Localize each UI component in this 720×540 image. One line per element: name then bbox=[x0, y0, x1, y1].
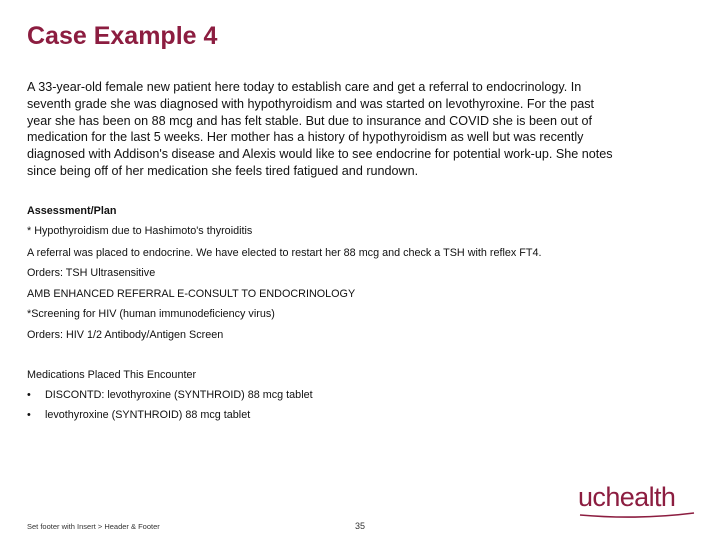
narrative-line: diagnosed with Addison's disease and Alexis would like to see endocrine for potential work-up. She notes bbox=[27, 147, 613, 162]
uchealth-logo bbox=[578, 482, 698, 522]
logo-wordmark: uchealth bbox=[578, 482, 676, 512]
medications-heading: Medications Placed This Encounter bbox=[27, 369, 197, 381]
narrative-line: A 33-year-old female new patient here today to establish care and get a referral to endocrinology. In bbox=[27, 80, 582, 94]
slide-title: Case Example 4 bbox=[27, 22, 218, 50]
slide-footer: Set footer with Insert > Header & Footer bbox=[27, 522, 160, 531]
narrative-line: medication for the last 5 weeks. Her mother has a history of hypothyroidism as well but was recently bbox=[27, 130, 584, 145]
plan-heading: Assessment/Plan bbox=[27, 205, 117, 217]
econsult-order: AMB ENHANCED REFERRAL E-CONSULT TO ENDOCRINOLOGY bbox=[27, 288, 356, 300]
medication-text: levothyroxine (SYNTHROID) 88 mcg tablet bbox=[45, 409, 251, 421]
bullet: • bbox=[27, 409, 31, 421]
narrative-line: since being off of her medication she feels tired fatigued and rundown. bbox=[27, 163, 419, 178]
diagnosis: * Hypothyroidism due to Hashimoto's thyroiditis bbox=[27, 225, 253, 237]
medication-item bbox=[27, 408, 427, 422]
narrative-line: seventh grade she was diagnosed with hypothyroidism and was started on levothyroxine. For the past bbox=[27, 96, 595, 111]
orders-hiv: Orders: HIV 1/2 Antibody/Antigen Screen bbox=[27, 329, 224, 341]
orders-tsh: Orders: TSH Ultrasensitive bbox=[27, 267, 156, 279]
referral-note: A referral was placed to endocrine. We have elected to restart her 88 mcg and check a TSH with reflex FT4. bbox=[27, 247, 542, 259]
medication-item bbox=[27, 388, 427, 402]
logo-swoosh-icon bbox=[578, 482, 698, 522]
hiv-screening: *Screening for HIV (human immunodeficiency virus) bbox=[27, 308, 275, 320]
page-number: 35 bbox=[355, 521, 366, 531]
bullet: • bbox=[27, 389, 31, 401]
medication-text: DISCONTD: levothyroxine (SYNTHROID) 88 mcg tablet bbox=[45, 389, 313, 401]
narrative-line: year she has been on 88 mcg and has felt stable. But due to insurance and COVID she is been out of bbox=[27, 113, 592, 128]
case-narrative bbox=[27, 79, 697, 180]
